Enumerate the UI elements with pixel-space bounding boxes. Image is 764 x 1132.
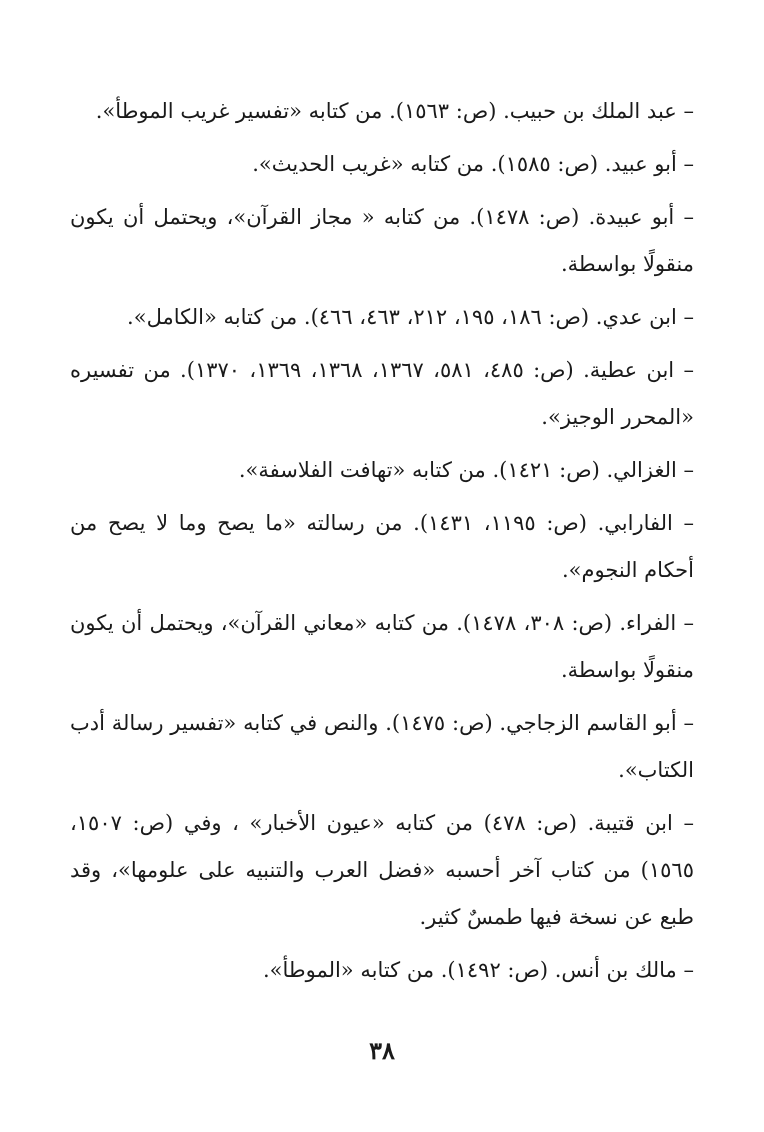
entry-text: – أبو القاسم الزجاجي. (ص: ١٤٧٥). والنص في كتابه «تفسير رسالة أدب الكتاب». [70, 711, 694, 782]
source-entry-zajjaji [70, 700, 694, 794]
entry-text: – أبو عبيدة. (ص: ١٤٧٨). من كتابه « مجاز القرآن»، ويحتمل أن يكون منقولًا بواسطة. [70, 205, 695, 276]
source-list [70, 88, 694, 1000]
entry-text: – الغزالي. (ص: ١٤٢١). من كتابه «تهافت الفلاسفة». [238, 458, 694, 482]
source-entry-ibn-atiyya [70, 347, 694, 441]
entry-text: – عبد الملك بن حبيب. (ص: ١٥٦٣). من كتابه «تفسير غريب الموطأ». [95, 99, 694, 123]
entry-text: – ابن عدي. (ص: ١٨٦، ١٩٥، ٢١٢، ٤٦٣، ٤٦٦). من كتابه «الكامل». [127, 305, 694, 329]
source-entry-farra [70, 600, 694, 694]
source-entry-abu-ubayda [70, 194, 694, 288]
entry-text: – الفراء. (ص: ٣٠٨، ١٤٧٨). من كتابه «معاني القرآن»، ويحتمل أن يكون منقولًا بواسطة. [70, 611, 694, 682]
source-entry-abd-al-malik [70, 88, 694, 135]
source-entry-abu-ubayd [70, 141, 694, 188]
source-entry-malik [70, 947, 694, 994]
entry-text: – الفارابي. (ص: ١١٩٥، ١٤٣١). من رسالته «ما يصح وما لا يصح من أحكام النجوم». [70, 511, 695, 582]
source-entry-ibn-adi [70, 294, 694, 341]
entry-text: – ابن قتيبة. (ص: ٤٧٨) من كتابه «عيون الأخبار» ، وفي (ص: ١٥٠٧، ١٥٦٥) من كتاب آخر أحسبه «فضل العرب والتنبيه على علومها»، وقد طبع عن نسخة فيها طمسٌ كثير. [70, 811, 694, 929]
entry-text: – مالك بن أنس. (ص: ١٤٩٢). من كتابه «الموطأ». [262, 958, 694, 982]
source-entry-ibn-qutayba [70, 800, 694, 941]
source-entry-farabi [70, 500, 694, 594]
source-entry-ghazali [70, 447, 694, 494]
entry-text: – أبو عبيد. (ص: ١٥٨٥). من كتابه «غريب الحديث». [252, 152, 694, 176]
page-number: ٣٨ [369, 1036, 395, 1065]
entry-text: – ابن عطية. (ص: ٤٨٥، ٥٨١، ١٣٦٧، ١٣٦٨، ١٣٦٩، ١٣٧٠). من تفسيره «المحرر الوجيز». [70, 358, 694, 429]
